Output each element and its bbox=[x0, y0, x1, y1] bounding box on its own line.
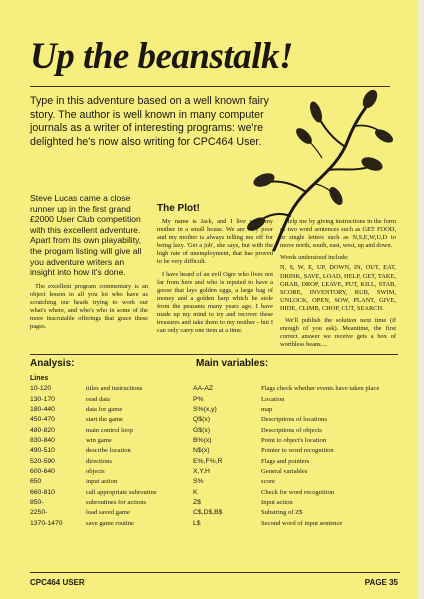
table-row bbox=[30, 384, 402, 394]
plot-heading: The Plot! bbox=[157, 203, 200, 214]
table-row bbox=[30, 395, 402, 405]
solution-paragraph: We'll publish the solution next time (if enough of you ask). Meantime, the first correct answer we receive gets a box of worthless beans.... bbox=[280, 317, 396, 349]
variable-description: Flags and pointers bbox=[261, 457, 310, 465]
variable-name: Q$(x) bbox=[193, 416, 210, 424]
variable-description: map bbox=[261, 406, 273, 414]
line-description: call appropriate subroutine bbox=[86, 488, 157, 496]
variable-name: P% bbox=[193, 395, 204, 403]
line-range: 450-470 bbox=[30, 416, 55, 424]
variable-description: score bbox=[261, 478, 275, 486]
variable-description: Point to object's location bbox=[261, 437, 327, 445]
variable-name: E%,F%,R bbox=[193, 457, 223, 465]
line-description: load saved game bbox=[86, 509, 130, 517]
article-intro: Type in this adventure based on a well known fairy story. The author is well known in many computer journals as a writer of interesting programs: we're delighted he's now also writing for CPC464 User. bbox=[30, 95, 269, 148]
line-description: titles and instructions bbox=[86, 385, 143, 393]
variable-description: Location bbox=[261, 395, 285, 403]
variable-description: Flags check whether events have taken place bbox=[261, 385, 380, 393]
variable-description: General variables bbox=[261, 468, 308, 476]
variable-name: S%(x,y) bbox=[193, 406, 217, 414]
footer-magazine-name: CPC464 USER bbox=[30, 578, 85, 587]
line-description: input action bbox=[86, 478, 118, 486]
plot-paragraph-1: My name is Jack, and I live with my mother in a small house. We are very poor and my mother is always telling me off for being lazy. 'Get a job', she says, but with the high rate of unemployment, that has proved to be very difficult. bbox=[157, 218, 273, 266]
footer-page-number: PAGE 35 bbox=[364, 578, 398, 587]
variable-description: Second word of input sentence bbox=[261, 519, 343, 527]
analysis-table bbox=[30, 374, 402, 529]
line-range: 650 bbox=[30, 478, 42, 486]
table-row bbox=[30, 446, 402, 456]
plot-paragraph-2: I have heard of an evil Ogre who lives not far from here and who is reputed to have a goose that lays golden eggs, a large bag of money and a golden harp which he stole from the peasants many years ago. I have made up my mind to try and recover these treasures and take them to my mother - but I can only carry one item at a time. bbox=[157, 270, 273, 335]
line-description: data for game bbox=[86, 406, 123, 414]
variable-name: C$,D$,B$ bbox=[193, 509, 223, 517]
line-description: win game bbox=[86, 437, 112, 445]
words-list: N, S, W, E, UP, DOWN, IN, OUT, EAT, DRINK, SAVE, LOAD, HELP, GET, TAKE, GRAB, DROP, LEAVE, PUT, KILL, STAB, SCORE, INVENTORY, RUB, SWIM, UNLOCK, OPEN, SOW, PLANT, GIVE, HIDE, CLIMB, CHOP, CUT, SEARCH. bbox=[280, 264, 396, 312]
line-description: start the game bbox=[86, 416, 123, 424]
variable-name: N$(x) bbox=[193, 447, 210, 455]
analysis-heading: Analysis: bbox=[30, 358, 75, 369]
footer-divider bbox=[30, 572, 400, 573]
line-range: 830-840 bbox=[30, 437, 55, 445]
line-description: objects bbox=[86, 468, 105, 476]
line-description: main control loop bbox=[86, 426, 133, 434]
variable-description: Pointer to word recognition bbox=[261, 447, 334, 455]
variable-description: Check for word recognition bbox=[261, 488, 335, 496]
variable-description: Substring of Z$ bbox=[261, 509, 303, 517]
table-row bbox=[30, 467, 402, 477]
variable-name: AA-AZ bbox=[193, 385, 214, 393]
line-description: subroutines for actions bbox=[86, 499, 147, 507]
column-right bbox=[280, 218, 396, 353]
table-row bbox=[30, 488, 402, 498]
line-range: 480-820 bbox=[30, 426, 55, 434]
line-range: 850- bbox=[30, 499, 44, 507]
variables-heading: Main variables: bbox=[196, 358, 269, 369]
variable-name: K bbox=[193, 488, 198, 496]
column-left bbox=[30, 193, 148, 335]
line-range: 520-590 bbox=[30, 457, 55, 465]
variable-description: Descriptions of locations bbox=[261, 416, 327, 424]
table-header-row bbox=[30, 374, 402, 384]
line-description: directions bbox=[86, 457, 113, 465]
line-description: read data bbox=[86, 395, 110, 403]
variable-description: Descriptions of objects bbox=[261, 426, 322, 434]
line-range: 1370-1470 bbox=[30, 519, 63, 527]
variable-name: L$ bbox=[193, 519, 201, 527]
table-row bbox=[30, 457, 402, 467]
variable-name: B%(x) bbox=[193, 437, 212, 445]
article-title: Up the beanstalk! bbox=[30, 36, 293, 77]
variable-name: X,Y,H bbox=[193, 468, 210, 476]
line-description: save game routine bbox=[86, 519, 134, 527]
intro-lead-text: Steve Lucas came a close runner up in the first grand £2000 User Club competition with this excellent adventure. Apart from its own playability, the progam listing will give all you adventure writers an insight into how it's done. bbox=[30, 193, 142, 278]
table-row bbox=[30, 436, 402, 446]
commentary-paragraph: The excellent program commentary is an object lesson to all you lot who have us scratching our heads trying to work our what's where, and who's who in some of the more inscrutable offerings that grace these pages. bbox=[30, 282, 148, 331]
column-middle bbox=[157, 203, 273, 339]
lines-column-label: Lines bbox=[30, 375, 49, 382]
line-range: 660-810 bbox=[30, 488, 55, 496]
instructions-paragraph: Help me by giving instructions in the form of two word sentences such as GET FOOD, or single letters such as N,S,E,W,U,D to move north, south, east, west, up and down. bbox=[280, 218, 396, 250]
line-description: describe location bbox=[86, 447, 131, 455]
line-range: 2250- bbox=[30, 509, 48, 517]
words-label: Words understood include: bbox=[280, 254, 349, 262]
line-range: 490-510 bbox=[30, 447, 55, 455]
table-row bbox=[30, 498, 402, 508]
variable-name: G$(x) bbox=[193, 426, 210, 434]
table-row bbox=[30, 405, 402, 415]
line-range: 10-120 bbox=[30, 385, 52, 393]
line-range: 180-440 bbox=[30, 406, 55, 414]
variable-name: Z$ bbox=[193, 499, 201, 507]
variable-description: Input action bbox=[261, 499, 293, 507]
line-range: 130-170 bbox=[30, 395, 55, 403]
title-divider bbox=[30, 86, 390, 87]
table-row bbox=[30, 426, 402, 436]
line-range: 600-640 bbox=[30, 468, 55, 476]
section-divider bbox=[30, 354, 398, 355]
table-row bbox=[30, 415, 402, 425]
variable-name: S% bbox=[193, 478, 204, 486]
table-row bbox=[30, 477, 402, 487]
table-row bbox=[30, 508, 402, 518]
table-row bbox=[30, 519, 402, 529]
